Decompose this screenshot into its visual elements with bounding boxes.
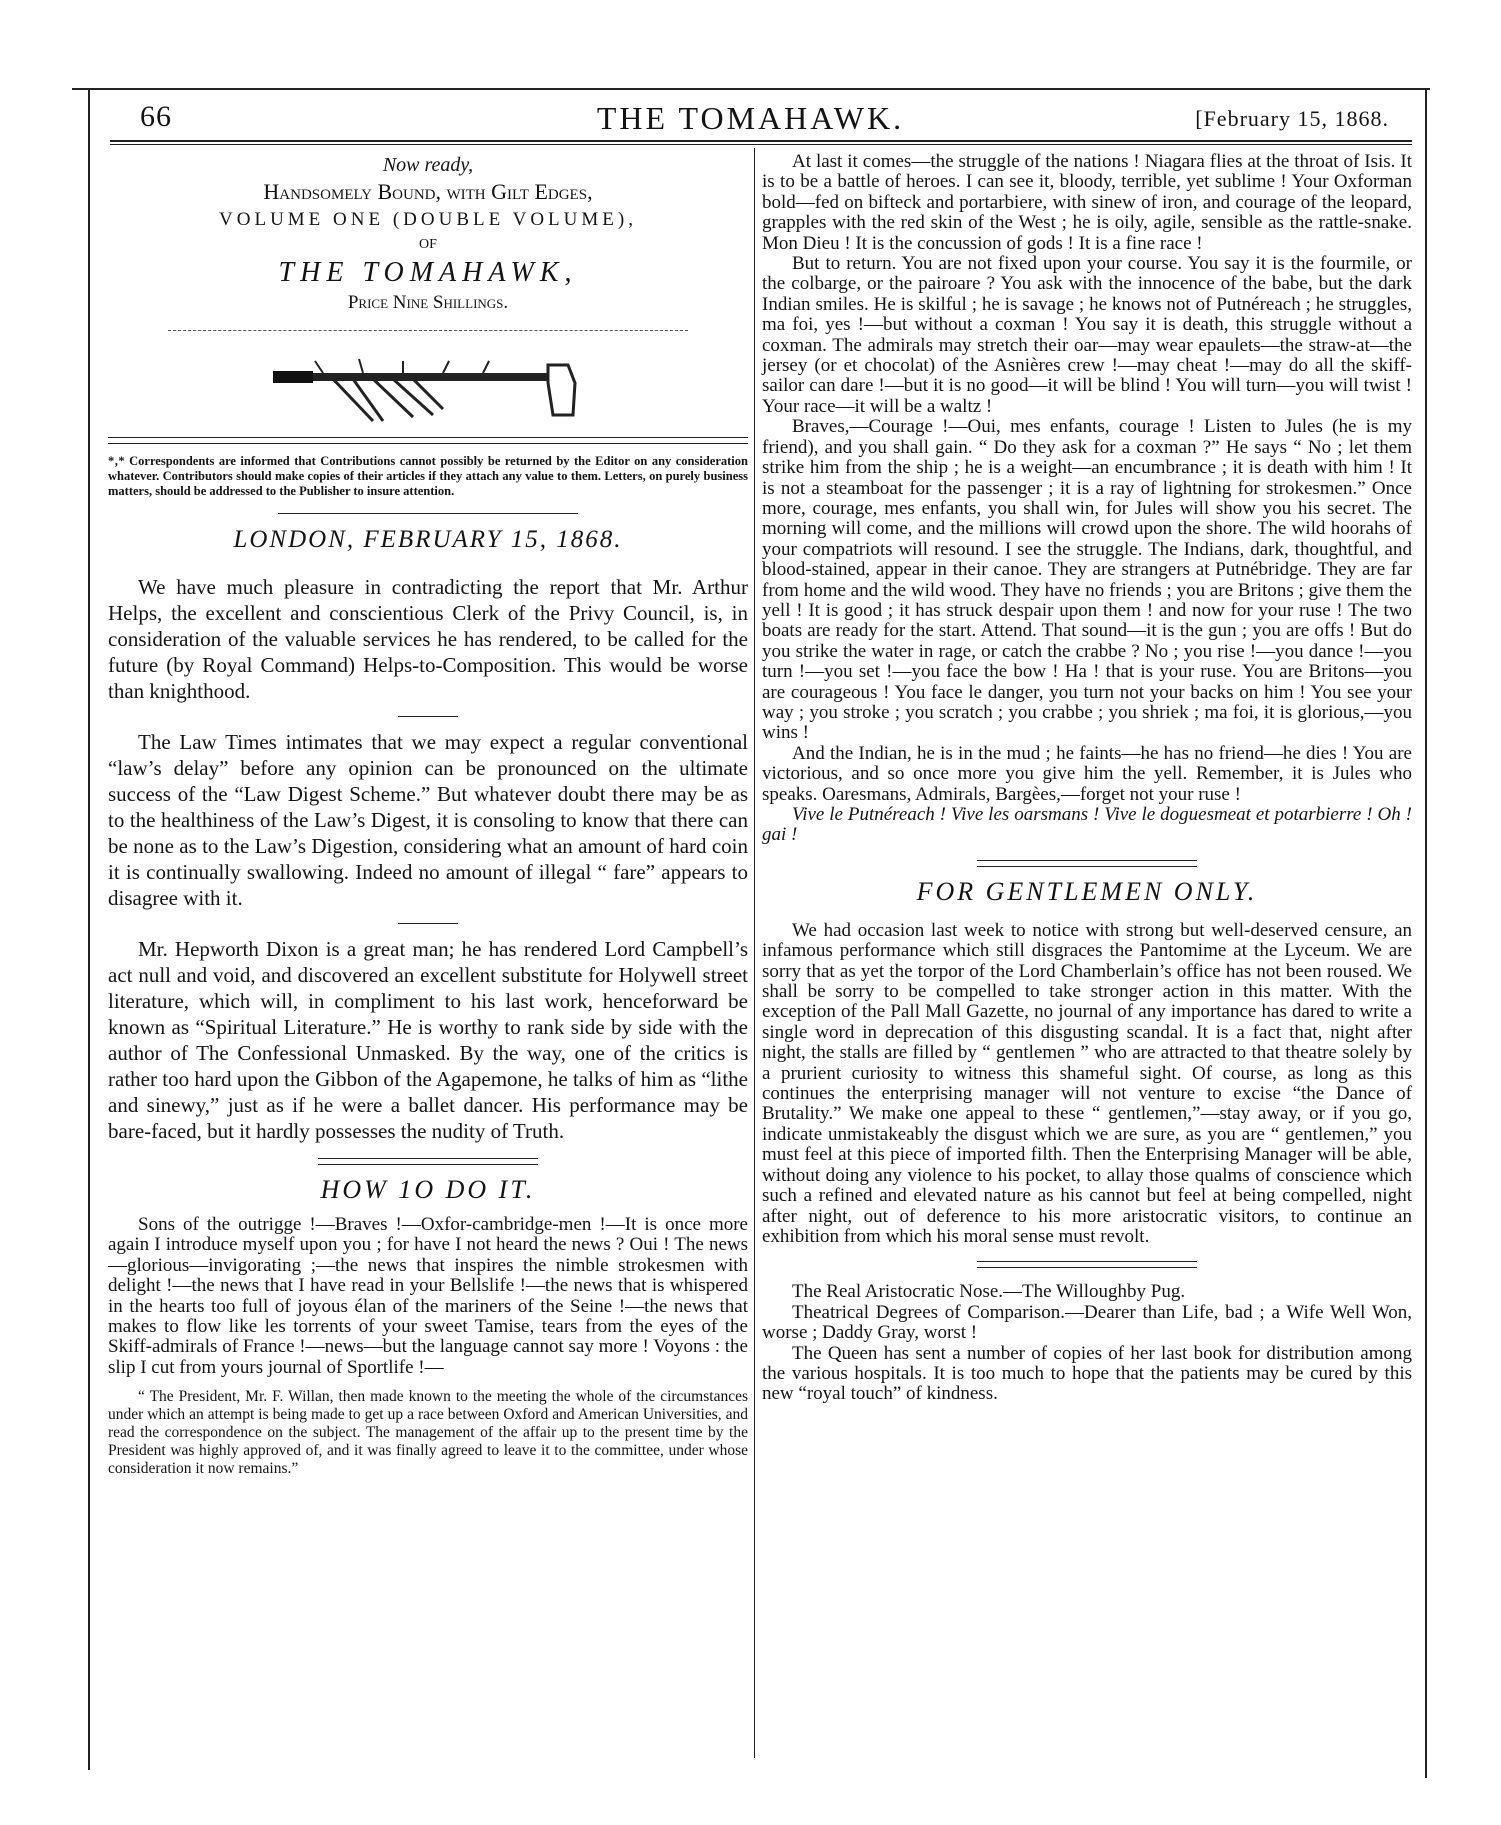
ad-title: THE TOMAHAWK, <box>278 257 578 288</box>
section-double-rule <box>977 1261 1197 1268</box>
separator-dash <box>398 923 458 924</box>
race-paragraph-2: But to return. You are not fixed upon your course. You say it is the fourmile, or the colbarge, or the pairoare ? You ask with the innocence of the babe, but the dark Indian smiles. He is skilful ; he is savage ; he knows not of Putnéreach ; he struggles, ma foi, yes !—but without a coxman ! You say it is death, this struggle without a coxman. The admirals may stretch their oar—may wear epaulets—the straw-at—the jersey (or et chocolat) of the Asnières crew !—may cheat !—may do all the skiff-sailor can dare !—but it is no good—it will be blind ! You will turn—you will twist ! Your race—it will be a waltz ! <box>762 253 1412 417</box>
dateline: LONDON, FEBRUARY 15, 1868. <box>233 526 623 553</box>
correspondents-notice: *‚* Correspondents are informed that Contributions cannot possibly be returned by the Editor on any consideration whatever. Contributors should make copies of their articles if they attach any value to them. Letters, on purely business matters, should be addressed to the Publisher to insure attention. <box>108 454 748 498</box>
right-column <box>762 152 1412 1405</box>
header-rule <box>110 140 1412 142</box>
section-double-rule <box>977 860 1197 867</box>
masthead-title: THE TOMAHAWK. <box>596 100 905 136</box>
how-to-do-it-quote: “ The President, Mr. F. Willan, then made known to the meeting the whole of the circumstances under which an attempt is being made to get up a race between Oxford and American Universities, and read the correspondence on the subject. The management of the affair up to the present time by the President was highly approved of, and it was finally agreed to leave it to the committee, under whose consideration it now remains.” <box>108 1388 748 1478</box>
ad-now-ready: Now ready, <box>382 154 474 176</box>
race-paragraph-3: Braves,—Courage !—Oui, mes enfants, courage ! Listen to Jules (he is my friend), and you shall gain. “ Do they ask for a coxman ?” He says “ No ; let them strike him from the ship ; he is a weight—an encumbrance ; it is death with him ! It is not a steamboat for the passenger ; it is a ray of lightning for strokesmen.” Once more, courage, mes enfants, you shall win, for Jules will show you his secret. The morning will come, and the millions will crowd upon the shore. The wild hoorahs of your compatriots will resound. I see the struggle. The Indians, dark, thoughtful, and blood-stained, appear in their canoe. They are strangers at Putnébridge. They are far from home and the wild wood. They have no friends ; you are Britons ; give them the yell ! It is good ; it has struck despair upon them ! and now for your ruse ! The two boats are ready for the start. Attend. That sound—it is the gun ; you are offs ! But do you strike the water in rage, or catch the crabbe ? No ; you rise !—you dance !—you turn !—you set !—you face the bow ! Ha ! that is your ruse. You are Britons—you are courageous ! You face le danger, you turn not your backs on him ! You see your way ; you stroke ; you scratch ; you crabbe ; you shriek ; ma foi, it is glorious,—you wins ! <box>762 416 1412 744</box>
ad-of: OF <box>419 237 437 252</box>
header-rule-thin <box>110 144 1412 145</box>
how-to-do-it-body: Sons of the outrigge !—Braves !—Oxfor-cambridge-men !—It is once more again I introduce myself upon you ; for have I not heard the news ? Oui ! The news—glorious—invigorating ;—the news that inspires the nimble strokesmen with delight !—the news that I have read in your Bellslife !—the news that is whispered in the hearts too full of joyous élan of the mariners of the Seine !—the news that makes to flow like les torrents of your sweet Tamise, tears from the eyes of the Skiff-admirals of France !—news—but the language cannot say more ! Voyons : the slip I cut from yours journal of Sportlife !— <box>108 1214 748 1378</box>
for-gentlemen-only-body: We had occasion last week to notice with strong but well-deserved censure, an infamous performance which still disgraces the Pantomime at the Lyceum. We are sorry that as yet the torpor of the Lord Chamberlain’s office has not been roused. We shall be sorry to be compelled to take stronger action in this matter. With the exception of the Pall Mall Gazette, no journal of any importance has dared to write a single word in deprecation of this disgusting scandal. It is a fact that, night after night, the stalls are filled by “ gentlemen ” who are attracted to that theatre solely by a prurient curiosity to witness this shameful sight. Of course, as long as this continues the enterprising manager will not venture to excise “the Dance of Brutality.” We make one appeal to these “ gentlemen,”—stay away, or if you go, indicate unmistakeably the disgust which we are sure, as you are “ gentlemen,” you must feel at this piece of imported filth. Then the Enterprising Manager will be able, without doing any violence to his pocket, to allay those qualms of conscience which such a refined and elevated nature as his cannot but feel at being compelled, night after night, out of deference to his more aristocratic visitors, to continue an exhibition from which his moral sense must revolt. <box>762 919 1412 1247</box>
race-paragraph-4: And the Indian, he is in the mud ; he faints—he has no friend—he dies ! You are victorious, and so once more you give him the yell. Remember, it is Jules who speaks. Oaresmans, Admirals, Bargèes,—forget not your ruse ! <box>762 742 1412 805</box>
law-times-paragraph: The Law Times intimates that we may expect a regular conventional “law’s delay” before any opinion can be pronounced on the ultimate success of the “Law Digest Scheme.” But whatever doubt there may be as to the healthiness of the Law’s Digest, it is consoling to know that there can be none as to the Law’s Digestion, considering what an amount of hard coin it is continually swallowing. Indeed no amount of illegal “ fare” appears to disagree with it. <box>108 730 748 910</box>
right-border <box>1425 88 1427 1778</box>
issue-date: [February 15, 1868. <box>1195 106 1389 131</box>
theatrical-degrees-item: Theatrical Degrees of Comparison.—Dearer than Life, bad ; a Wife Well Won, worse ; Daddy Gray, worst ! <box>762 1301 1412 1344</box>
top-border <box>72 88 1430 90</box>
queen-book-item: The Queen has sent a number of copies of her last book for distribution among the various hospitals. It is too much to hope that the patients may be cured by this new “royal touch” of kindness. <box>762 1342 1412 1405</box>
page-number: 66 <box>140 100 172 133</box>
ornament-rule <box>168 330 688 331</box>
double-rule <box>108 437 748 444</box>
ad-binding: Handsomely Bound, with Gilt Edges, <box>263 179 593 204</box>
hepworth-dixon-paragraph: Mr. Hepworth Dixon is a great man; he has rendered Lord Campbell’s act null and void, and discovered an excellent substitute for Holywell street literature, which will, in compliment to his last work, henceforward be known as “Spiritual Literature.” He is worthy to rank side by side with the author of The Confessional Unmasked. By the way, one of the critics is rather too hard upon the Gibbon of the Agapemone, he talks of him as “lithe and sinewy,” just as if he were a ballet dancer. His performance may be bare-faced, but it hardly possesses the nudity of Truth. <box>108 937 748 1143</box>
ad-volume: VOLUME ONE (DOUBLE VOLUME), <box>219 209 637 230</box>
how-to-do-it-heading: HOW 1O DO IT. <box>320 1175 536 1204</box>
separator-dash <box>398 716 458 717</box>
helps-paragraph: We have much pleasure in contradicting the report that Mr. Arthur Helps, the excellent and conscientious Clerk of the Privy Council, is, in consideration of the valuable services he has rendered, to be called for the future (by Royal Command) Helps-to-Composition. This would be worse than knighthood. <box>108 575 748 703</box>
column-divider <box>754 148 755 1758</box>
left-column <box>108 152 748 1478</box>
notice-rule <box>278 513 578 514</box>
aristocratic-nose-item: The Real Aristocratic Nose.—The Willoughby Pug. <box>792 1281 1186 1303</box>
volume-advertisement <box>108 152 748 316</box>
left-border <box>88 90 90 1770</box>
for-gentlemen-only-heading: FOR GENTLEMEN ONLY. <box>916 876 1258 906</box>
tomahawk-and-quills-icon <box>108 343 748 423</box>
section-double-rule <box>318 1158 538 1165</box>
race-paragraph-5: Vive le Putnéreach ! Vive les oarsmans ! Vive le doguesmeat et potarbierre ! Oh ! gai ! <box>762 804 1412 846</box>
ad-price: Price Nine Shillings. <box>347 292 509 313</box>
race-paragraph-1: At last it comes—the struggle of the nations ! Niagara flies at the throat of Isis. It is to be a battle of heroes. I can see it, bloody, terrible, yet sublime ! Your Oxforman bold—fed on bifteck and portarbiere, with sinew of iron, and courage of the leopard, grapples with the red skin of the West ; he is oily, agile, sensible as the rattle-snake. Mon Dieu ! It is the concussion of gods ! It is a fine race ! <box>762 151 1412 254</box>
